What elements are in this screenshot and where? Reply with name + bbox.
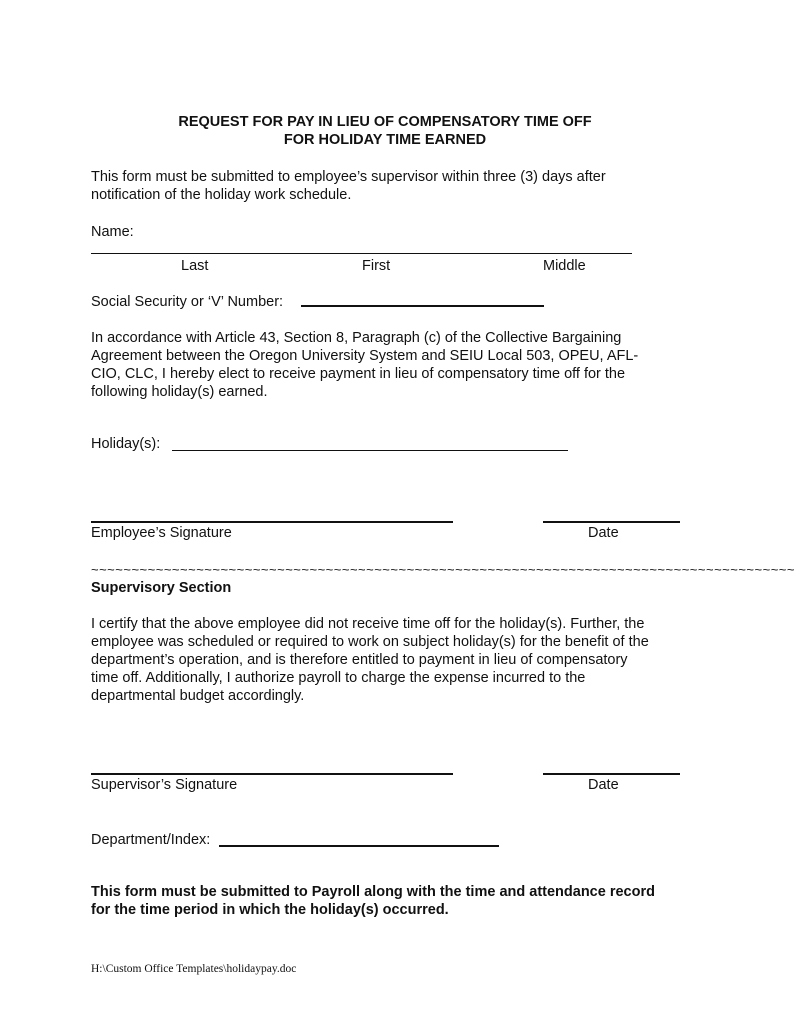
agreement-line-2: Agreement between the Oregon University System and SEIU Local 503, OPEU, AFL-	[91, 348, 639, 364]
form-title-line-2: FOR HOLIDAY TIME EARNED	[283, 132, 487, 148]
department-index-label: Department/Index:	[91, 832, 211, 848]
closing-line-1: This form must be submitted to Payroll along with the time and attendance record	[91, 884, 655, 900]
supervisory-section-heading: Supervisory Section	[91, 580, 232, 596]
agreement-line-4: following holiday(s) earned.	[91, 384, 268, 400]
name-last-label: Last	[181, 258, 209, 274]
employee-signature-line[interactable]	[91, 521, 453, 523]
certify-line-2: employee was scheduled or required to work on subject holiday(s) for the benefit of the	[91, 634, 649, 650]
intro-line-2: notification of the holiday work schedule.	[91, 187, 352, 203]
form-title-line-1: REQUEST FOR PAY IN LIEU OF COMPENSATORY TIME OFF	[178, 114, 592, 130]
footer-file-path: H:\Custom Office Templates\holidaypay.doc	[91, 963, 297, 975]
employee-signature-label: Employee’s Signature	[91, 525, 232, 541]
intro-line-1: This form must be submitted to employee’s supervisor within three (3) days after	[91, 169, 606, 185]
supervisor-signature-label: Supervisor’s Signature	[91, 777, 238, 793]
supervisor-date-label: Date	[588, 777, 619, 793]
agreement-line-1: In accordance with Article 43, Section 8, Paragraph (c) of the Collective Bargaining	[91, 330, 622, 346]
supervisor-date-line[interactable]	[543, 773, 680, 775]
closing-line-2: for the time period in which the holiday(s) occurred.	[91, 902, 449, 918]
agreement-line-3: CIO, CLC, I hereby elect to receive payment in lieu of compensatory time off for the	[91, 366, 626, 382]
name-first-label: First	[362, 258, 391, 274]
section-divider: ~~~~~~~~~~~~~~~~~~~~~~~~~~~~~~~~~~~~~~~~~~~~~~~~~~~~~~~~~~~~~~~~~~~~~~~~~~~~~~~~~~~~~~~	[91, 562, 795, 577]
certify-line-1: I certify that the above employee did not receive time off for the holiday(s). Further, the	[91, 616, 645, 632]
department-index-field-line[interactable]	[219, 845, 499, 847]
employee-date-line[interactable]	[543, 521, 680, 523]
name-field-line[interactable]	[91, 253, 632, 254]
employee-date-label: Date	[588, 525, 619, 541]
certify-line-4: time off. Additionally, I authorize payroll to charge the expense incurred to the	[91, 670, 586, 686]
certify-line-5: departmental budget accordingly.	[91, 688, 305, 704]
supervisor-signature-line[interactable]	[91, 773, 453, 775]
name-label: Name:	[91, 224, 134, 240]
holidays-label: Holiday(s):	[91, 436, 161, 452]
certify-line-3: department’s operation, and is therefore entitled to payment in lieu of compensatory	[91, 652, 628, 668]
ssn-field-line[interactable]	[301, 305, 544, 307]
holidays-field-line[interactable]	[172, 450, 568, 451]
name-middle-label: Middle	[543, 258, 586, 274]
ssn-label: Social Security or ‘V’ Number:	[91, 294, 284, 310]
